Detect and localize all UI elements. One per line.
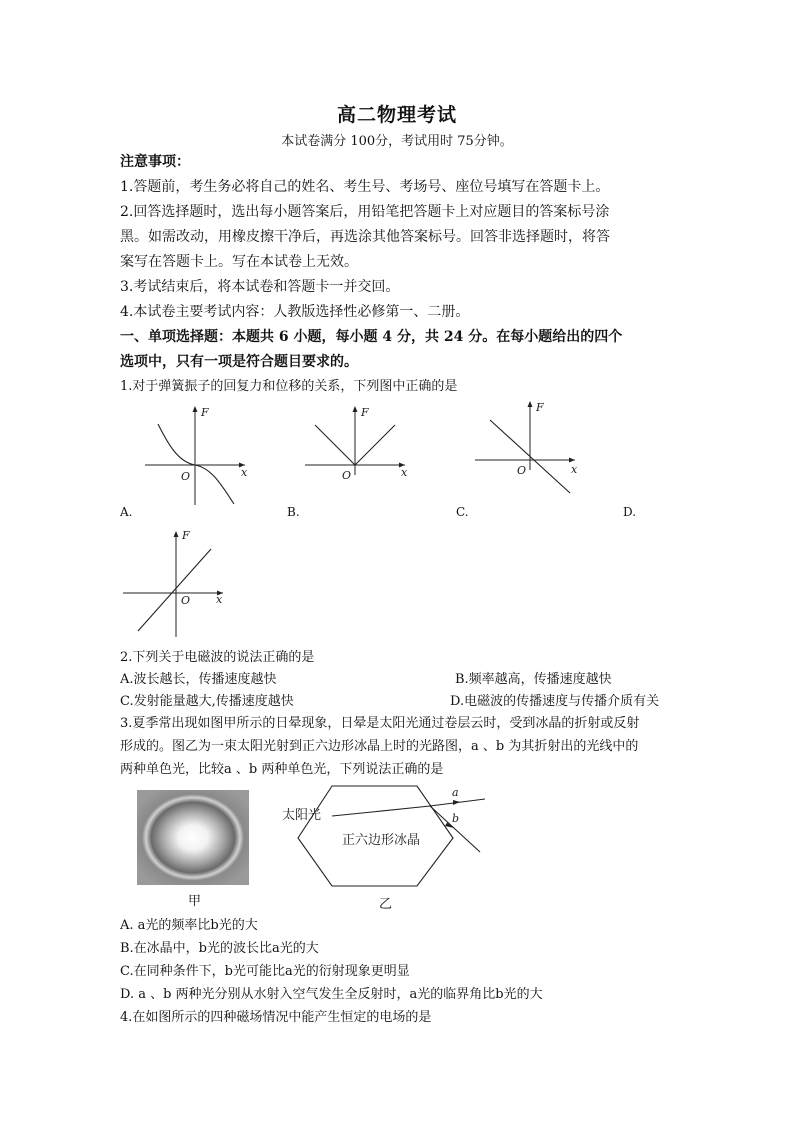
question-3-stem-cont: 形成的。图乙为一束太阳光射到正六边形冰晶上时的光路图，a 、b 为其折射出的光线中的 [120,739,639,754]
section-heading: 一、单项选择题：本题共 6 小题，每小题 4 分，共 24 分。在每小题给出的四个 [120,329,623,345]
option-label: A. [120,505,133,519]
notice-item: 4.本试卷主要考试内容：人教版选择性必修第一、二册。 [120,304,470,320]
f-label: F [201,406,209,419]
exam-subtitle: 本试卷满分 100分，考试用时 75分钟。 [281,134,513,149]
notice-heading: 注意事项： [120,154,190,170]
f-label: F [536,401,544,414]
origin-label: O [342,469,352,482]
question-3-stem-cont: 两种单色光，比较a 、b 两种单色光，下列说法正确的是 [120,762,444,777]
internal-ray [372,806,430,812]
line-left [315,425,355,465]
f-label: F [361,406,369,419]
question-3-option-a: A. a光的频率比b光的大 [120,918,258,933]
notice-item: 案写在答题卡上。写在本试卷上无效。 [120,254,358,270]
question-3-option-b: B.在冰晶中，b光的波长比a光的大 [120,941,319,956]
line [138,549,211,631]
x-label: x [401,466,408,479]
question-2-option-c: C.发射能量越大,传播速度越快 [120,694,294,709]
label-sun: 太阳光 [282,808,322,823]
label-b: b [452,812,460,825]
curve [158,424,234,504]
question-2-stem: 2.下列关于电磁波的说法正确的是 [120,650,315,665]
q1-graph-b [300,400,420,510]
question-3-option-c: C.在同种条件下，b光可能比a光的衍射现象更明显 [120,964,410,979]
sun-halo-photo [137,790,249,885]
x-label: x [571,463,578,476]
x-label: x [241,466,248,479]
section-heading-cont: 选项中，只有一项是符合题目要求的。 [120,354,358,370]
question-3-stem: 3.夏季常出现如图甲所示的日晕现象，日晕是太阳光通过卷层云时，受到冰晶的折射或反射 [120,716,640,731]
question-1-stem: 1.对于弹簧振子的回复力和位移的关系，下列图中正确的是 [120,379,458,394]
notice-item: 3.考试结束后，将本试卷和答题卡一并交回。 [120,279,400,295]
notice-item: 黑。如需改动，用橡皮擦干净后，再选涂其他答案标号。回答非选择题时，将答 [120,229,610,245]
label-crystal: 正六边形冰晶 [342,833,421,848]
question-2-option-b: B.频率越高，传播速度越快 [455,672,612,687]
hexagon-crystal-diagram [280,782,495,890]
q1-graph-c [470,395,590,505]
f-label: F [182,529,190,542]
x-label: x [216,593,223,606]
label-a: a [452,786,459,799]
incident-ray [332,812,372,816]
notice-item: 1.答题前，考生务必将自己的姓名、考生号、考场号、座位号填写在答题卡上。 [120,179,610,195]
q1-graph-a [140,400,260,510]
figure-caption-jia: 甲 [188,894,202,909]
origin-label: O [181,470,191,483]
question-4-stem: 4.在如图所示的四种磁场情况中能产生恒定的电场的是 [120,1010,432,1025]
question-2-option-a: A.波长越长，传播速度越快 [120,672,277,687]
origin-label: O [181,594,191,607]
question-3-option-d: D. a 、b 两种光分别从水射入空气发生全反射时，a光的临界角比b光的大 [120,987,543,1002]
origin-label: O [517,464,527,477]
line-right [355,425,395,465]
option-label: B. [287,505,300,519]
option-label: C. [456,505,469,519]
page-title: 高二物理考试 [336,104,457,126]
option-label: D. [623,505,637,519]
notice-item: 2.回答选择题时，选出每小题答案后，用铅笔把答题卡上对应题目的答案标号涂 [120,204,610,220]
q1-graph-d [118,525,238,640]
figure-caption-yi: 乙 [379,897,393,912]
question-2-option-d: D.电磁波的传播速度与传播介质有关 [450,694,660,709]
